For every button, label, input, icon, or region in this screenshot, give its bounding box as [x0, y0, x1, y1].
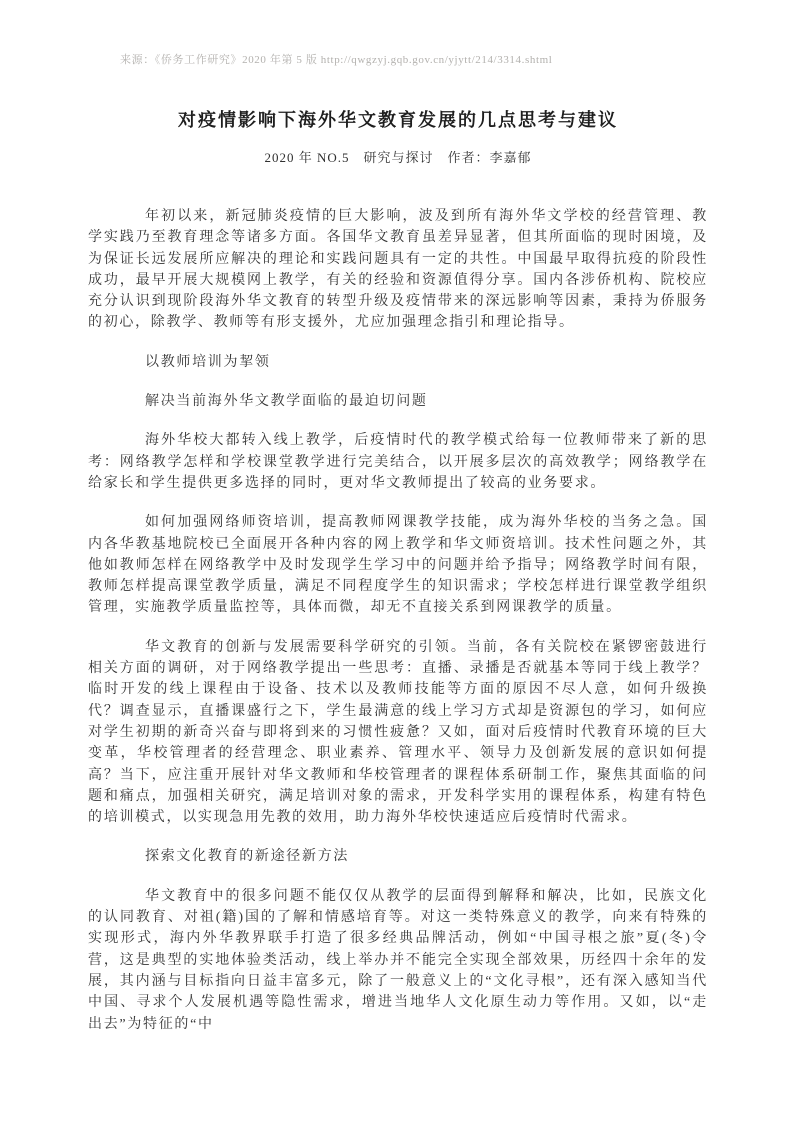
- source-citation: 来源：《侨务工作研究》2020 年第 5 版 http://qwgzyj.gqb.gov.cn/yjytt/214/3314.shtml: [120, 54, 553, 66]
- article-title: 对疫情影响下海外华文教育发展的几点思考与建议: [178, 110, 618, 130]
- paragraph-intro: 年初以来，新冠肺炎疫情的巨大影响，波及到所有海外华文学校的经营管理、教学实践乃至教育理念等诸多方面。各国华文教育虽差异显著，但其所面临的现时困境，及为保证长远发展所应解决的理论和实践问题具有一定的共性。中国最早取得抗疫的阶段性成功，最早开展大规模网上教学，有关的经验和资源值得分享。国内各涉侨机构、院校应充分认识到现阶段海外华文教育的转型升级及疫情带来的深远影响等因素，秉持为侨服务的初心，除教学、教师等有形支援外，尤应加强理念指引和理论指导。: [88, 209, 708, 331]
- section-heading-teacher-training: 以教师培训为挈领: [145, 354, 271, 370]
- paragraph-online-teaching: 海外华校大都转入线上教学，后疫情时代的教学模式给每一位教师带来了新的思考：网络教学怎样和学校课堂教学进行完美结合，以开展多层次的高效教学；网络教学在给家长和学生提供更多选择的同时，更对华文教师提出了较高的业务要求。: [88, 433, 708, 491]
- article-byline: 2020 年 NO.5 研究与探讨 作者：李嘉郁: [264, 150, 532, 165]
- article-body: [88, 206, 708, 1035]
- paragraph-teacher-training-need: 如何加强网络师资培训，提高教师网课教学技能，成为海外华校的当务之急。国内各华教基地院校已全面展开各种内容的网上教学和华文师资培训。技术性问题之外，其他如教师怎样在网络教学中及时发现学生学习中的问题并给予指导；网络教学时间有限，教师怎样提高课堂教学质量，满足不同程度学生的知识需求；学校怎样进行课堂教学组织管理，实施教学质量监控等，具体而微，却无不直接关系到网课教学的质量。: [88, 515, 708, 616]
- section-heading-cultural-education: 探索文化教育的新途径新方法: [145, 849, 350, 865]
- paragraph-research-and-curriculum: 华文教育的创新与发展需要科学研究的引领。当前，各有关院校在紧锣密鼓进行相关方面的调研，对于网络教学提出一些思考：直播、录播是否就基本等同于线上教学？临时开发的线上课程由于设备、技术以及教师技能等方面的原因不尽人意，如何升级换代？调查显示，直播课盛行之下，学生最满意的线上学习方式却是资源包的学习，如何应对学生初期的新奇兴奋与即将到来的习惯性疲惫？又如，面对后疫情时代教育环境的巨大变革，华校管理者的经营理念、职业素养、管理水平、领导力及创新发展的意识如何提高？当下，应注重开展针对华文教师和华校管理者的课程体系研制工作，聚焦其面临的问题和痛点，加强相关研究，满足培训对象的需求，开发科学实用的课程体系，构建有特色的培训模式，以实现急用先教的效用，助力海外华校快速适应后疫情时代需求。: [88, 639, 708, 826]
- paragraph-cultural-education: 华文教育中的很多问题不能仅仅从教学的层面得到解释和解决，比如，民族文化的认同教育、对祖(籍)国的了解和情感培育等。对这一类特殊意义的教学，向来有特殊的实现形式，海内外华教界联手打造了很多经典品牌活动，例如“中国寻根之旅”夏(冬)令营，这是典型的实地体验类活动，线上举办并不能完全实现全部效果，历经四十余年的发展，其内涵与目标指向日益丰富多元，除了一般意义上的“文化寻根”，还有深入感知当代中国、寻求个人发展机遇等隐性需求，增进当地华人文化原生动力等作用。又如，以“走出去”为特征的“中: [88, 888, 708, 1032]
- section-subheading-urgent-problems: 解决当前海外华文教学面临的最迫切问题: [145, 394, 428, 410]
